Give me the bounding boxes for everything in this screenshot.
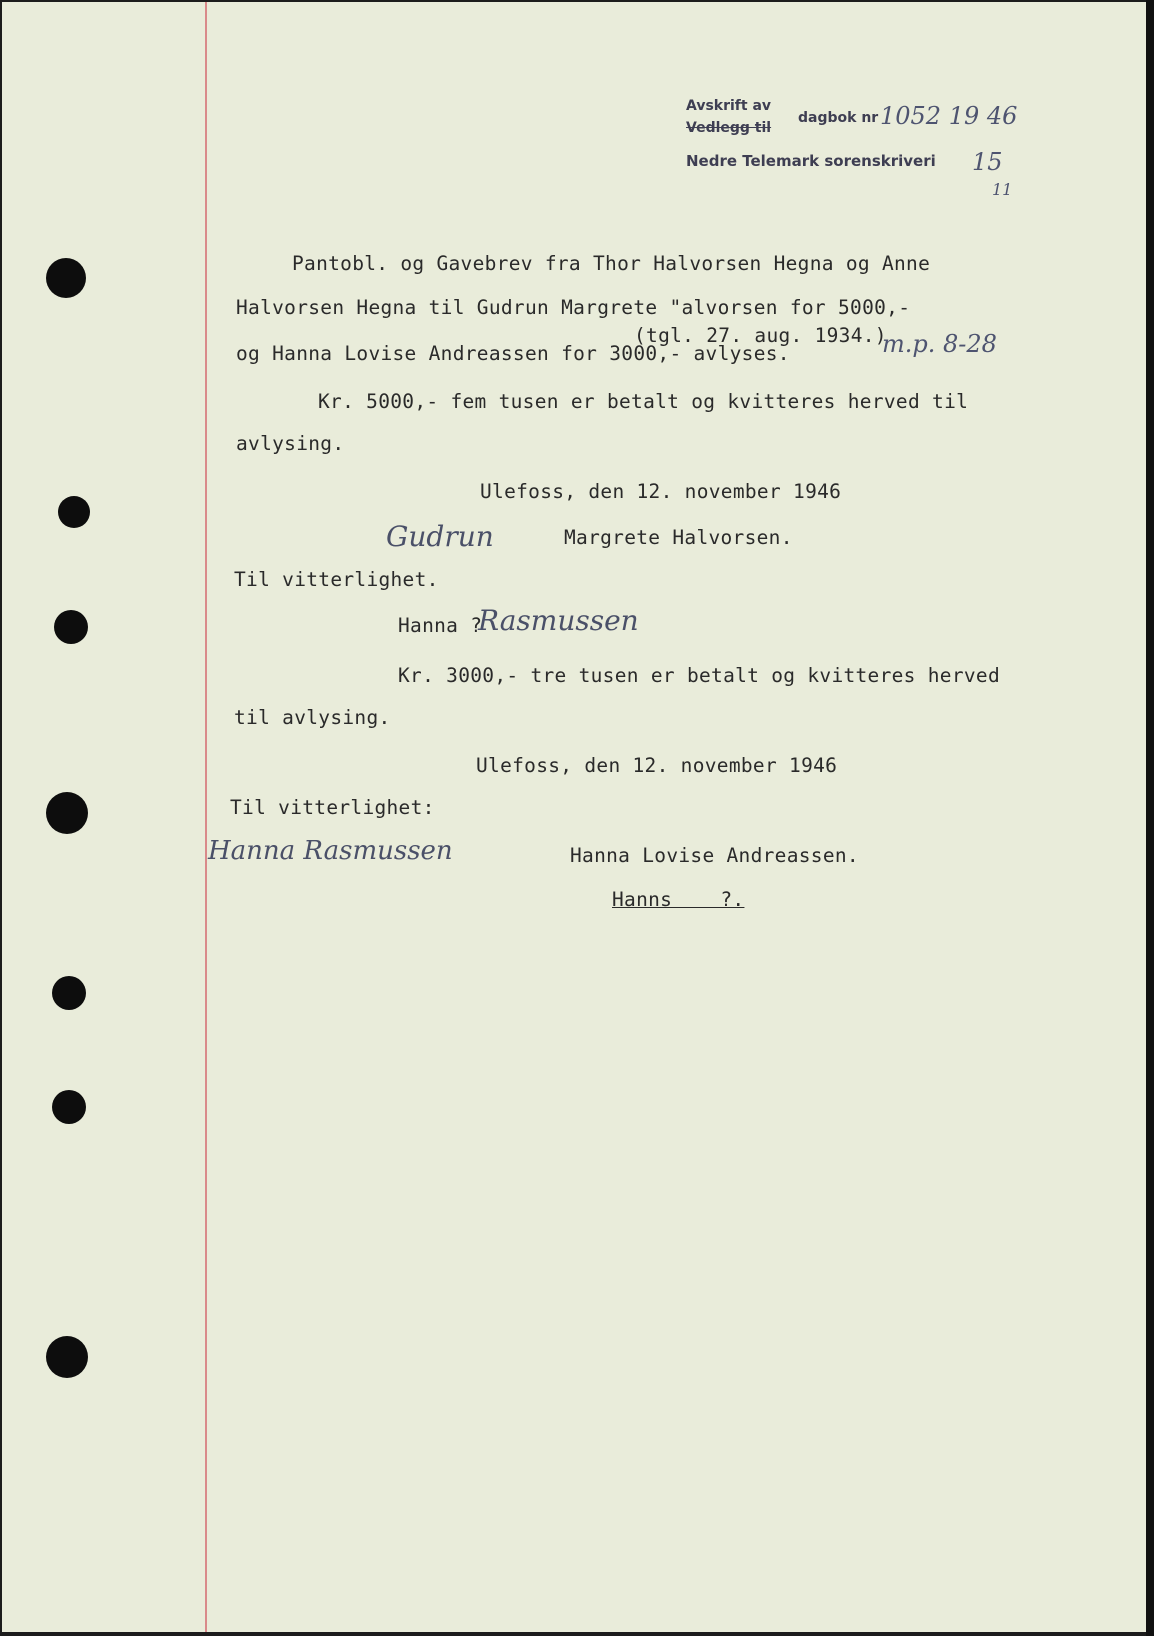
handwritten-margin-note: m.p. 8-28 (882, 330, 997, 358)
stamp-avskrift: Avskrift av (686, 98, 772, 114)
place-date: Ulefoss, den 12. november 1946 (476, 754, 838, 777)
body-line: og Hanna Lovise Andreassen for 3000,- avlyses. (236, 342, 790, 365)
body-line: til avlysing. (234, 706, 391, 729)
signer-mark: Hanns ?. (612, 888, 745, 911)
body-line: Kr. 5000,- fem tusen er betalt og kvitteres herved til (318, 390, 969, 413)
punch-hole (54, 610, 88, 644)
signer-name: Margrete Halvorsen. (564, 526, 793, 549)
stamp-vedlegg: Vedlegg til (686, 120, 772, 136)
handwritten-folio-sub: 11 (992, 180, 1013, 199)
body-line: Halvorsen Hegna til Gudrun Margrete "alvorsen for 5000,- (236, 296, 911, 319)
signer-name: Hanna Lovise Andreassen. (570, 844, 859, 867)
stamp-dagbok: dagbok nr (798, 110, 879, 126)
handwritten-dagbok-number: 1052 19 46 (880, 102, 1018, 130)
witness-label: Til vitterlighet. (234, 568, 439, 591)
punch-hole (46, 792, 88, 834)
signature-hanna-rasmussen: Hanna Rasmussen (208, 836, 453, 866)
insertion-tgl: (tgl. 27. aug. 1934.) (634, 324, 887, 347)
punch-hole (52, 1090, 86, 1124)
witness-label: Til vitterlighet: (230, 796, 435, 819)
scan-edge (1146, 0, 1154, 1636)
margin-rule (205, 2, 207, 1632)
witness-name: Hanna ? (398, 614, 483, 637)
place-date: Ulefoss, den 12. november 1946 (480, 480, 842, 503)
stamp-line-2 (686, 120, 771, 136)
stamp-line-1 (686, 98, 771, 114)
handwritten-folio: 15 (972, 148, 1003, 176)
punch-hole (58, 496, 90, 528)
punch-hole (46, 258, 86, 298)
signature-rasmussen: Rasmussen (478, 604, 639, 637)
body-line: avlysing. (236, 432, 345, 455)
signature-gudrun: Gudrun (386, 520, 494, 553)
punch-hole (52, 976, 86, 1010)
body-line: Pantobl. og Gavebrev fra Thor Halvorsen Hegna og Anne (292, 252, 931, 275)
body-line: Kr. 3000,- tre tusen er betalt og kvitteres herved (398, 664, 1000, 687)
punch-hole (46, 1336, 88, 1378)
document-page (2, 2, 1152, 1632)
stamp-office: Nedre Telemark sorenskriveri (686, 152, 936, 170)
